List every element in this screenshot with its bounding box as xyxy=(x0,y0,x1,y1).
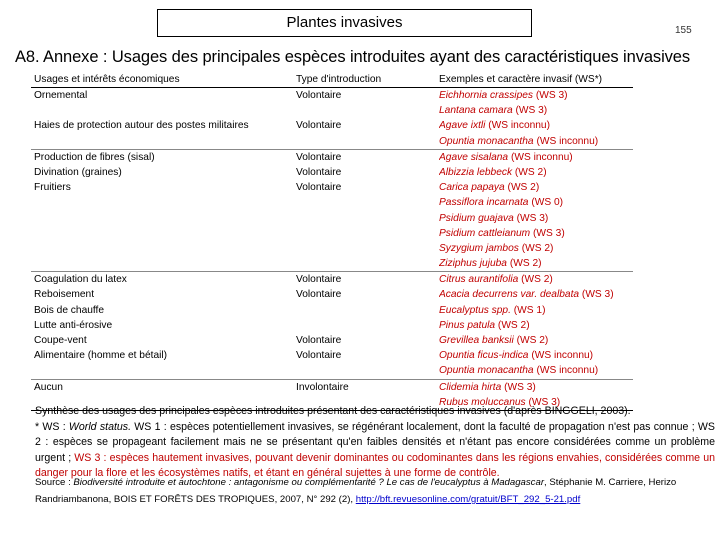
usage-line: Lutte anti-érosive xyxy=(34,319,113,331)
type-line: Volontaire xyxy=(296,120,342,132)
species-name: Clidemia hirta xyxy=(439,381,502,393)
ws-status: (WS 3) xyxy=(533,227,565,239)
species-line xyxy=(439,118,633,133)
table-row xyxy=(31,272,633,379)
species-cell xyxy=(436,272,633,379)
source-prefix: Source : xyxy=(35,477,74,488)
type-line: Volontaire xyxy=(296,166,342,178)
table-row xyxy=(31,88,633,150)
type-line xyxy=(296,103,436,118)
species-name: Carica papaya xyxy=(439,182,505,194)
ws-status: (WS inconnu) xyxy=(536,135,599,147)
species-line xyxy=(439,165,633,180)
column-header-usages: Usages et intérêts économiques xyxy=(34,74,180,85)
species-line xyxy=(439,195,633,210)
type-line: Volontaire xyxy=(296,182,342,194)
species-line xyxy=(439,272,633,287)
species-name: Albizzia lebbeck xyxy=(439,166,513,178)
ws-status: (WS inconnu) xyxy=(510,151,573,163)
species-line xyxy=(439,150,633,165)
species-name: Eichhornia crassipes xyxy=(439,90,533,101)
species-name: Grevillea banksii xyxy=(439,335,514,346)
types-cell xyxy=(293,272,436,379)
species-cell xyxy=(436,88,633,150)
species-line xyxy=(439,287,633,302)
species-name: Opuntia monacantha xyxy=(439,135,534,147)
species-name: Acacia decurrens var. dealbata xyxy=(439,289,580,301)
section-heading: A8. Annexe : Usages des principales espèces introduites ayant des caractéristiques invasives xyxy=(15,48,691,66)
species-name: Psidium guajava xyxy=(439,212,514,224)
type-line: Volontaire xyxy=(296,90,342,101)
ws-status: (WS 3) xyxy=(528,396,561,408)
ws-intro: * WS : xyxy=(35,420,69,433)
ws-status: (WS 2) xyxy=(521,274,553,286)
usage-line: Reboisement xyxy=(34,289,95,301)
species-cell xyxy=(436,149,633,272)
species-name: Passiflora incarnata xyxy=(439,197,529,209)
ws-term: World status. xyxy=(68,420,132,433)
species-line xyxy=(439,363,633,378)
type-line: Volontaire xyxy=(296,274,342,286)
type-line xyxy=(296,303,436,318)
species-name: Syzygium jambos xyxy=(439,242,519,254)
ws-level-3: WS 3 : espèces hautement invasives, pouvant devenir dominantes ou codominantes dans les régions envahies, considérées comme un danger pour la flore et les écosystèmes natifs, et étant en général sujettes à une forme de contrôle. xyxy=(35,451,716,479)
usages-table xyxy=(31,72,633,411)
species-name: Rubus moluccanus xyxy=(439,396,526,408)
type-line: Volontaire xyxy=(296,151,342,163)
ws-status: (WS 3) xyxy=(504,381,536,393)
source-link[interactable]: http://bft.revuesonline.com/gratuit/BFT_292_5-21.pdf xyxy=(355,494,581,505)
ws-status: (WS inconnu) xyxy=(531,350,594,362)
species-name: Pinus patula xyxy=(439,319,496,331)
species-line xyxy=(439,333,633,348)
usage-line: Coupe-vent xyxy=(34,335,87,346)
species-name: Ziziphus jujuba xyxy=(439,258,507,270)
species-name: Citrus aurantifolia xyxy=(439,274,519,286)
species-line xyxy=(439,103,633,118)
ws-status: (WS 2) xyxy=(509,258,542,270)
table-header-row xyxy=(31,72,633,88)
ws-status: (WS 0) xyxy=(531,197,564,209)
species-line xyxy=(439,318,633,333)
table-row xyxy=(31,149,633,272)
slide-title: Plantes invasives xyxy=(286,14,403,31)
species-name: Agave sisalana xyxy=(439,151,509,163)
species-line xyxy=(439,211,633,226)
ws-definition xyxy=(35,420,715,482)
summary-text xyxy=(35,404,715,482)
species-name: Psidium cattleianum xyxy=(439,227,531,239)
ws-status: (WS 2) xyxy=(521,242,554,254)
ws-status: (WS 2) xyxy=(514,166,547,178)
ws-status: (WS 2) xyxy=(497,319,530,331)
ws-status: (WS 3) xyxy=(581,289,614,301)
types-cell xyxy=(293,149,436,272)
species-name: Agave ixtli xyxy=(439,120,486,132)
usage-line: Production de fibres (sisal) xyxy=(34,151,155,163)
usages-cell xyxy=(31,88,293,150)
source-title: Biodiversité introduite et autochtone : antagonisme ou complémentarité ? Le cas de l'eucalyptus à Madagascar xyxy=(73,477,545,488)
species-name: Eucalyptus spp. xyxy=(439,304,511,316)
type-line: Involontaire xyxy=(296,381,349,393)
species-name: Opuntia monacantha xyxy=(439,365,534,377)
usage-line: Aucun xyxy=(34,381,63,393)
species-line xyxy=(439,348,633,363)
ws-status: (WS 3) xyxy=(535,90,568,101)
source-authors: , Stéphanie M. Carriere, Herizo Randriambanona, BOIS ET FORÊTS DES TROPIQUES, 2007, N° 292 (2), xyxy=(35,477,677,505)
column-header-examples: Exemples et caractère invasif (WS*) xyxy=(439,74,603,85)
type-line: Volontaire xyxy=(296,350,342,362)
usage-line: Fruitiers xyxy=(34,182,71,194)
species-line xyxy=(439,88,633,103)
ws-status: (WS 2) xyxy=(516,335,549,346)
species-line xyxy=(439,241,633,256)
usage-line: Coagulation du latex xyxy=(34,274,127,286)
species-line xyxy=(439,226,633,241)
usage-line: Haies de protection autour des postes militaires xyxy=(34,120,249,132)
usage-line: Alimentaire (homme et bétail) xyxy=(34,350,168,362)
usage-line: Divination (graines) xyxy=(34,166,122,178)
ws-status: (WS inconnu) xyxy=(536,365,599,377)
usages-cell xyxy=(31,149,293,272)
title-box xyxy=(157,9,532,37)
species-line xyxy=(439,256,633,271)
usages-cell xyxy=(31,272,293,379)
usage-line xyxy=(34,103,293,118)
summary-paragraph: Synthèse des usages des principales espèces introduites présentant des caractéristiques invasives (d'après BINGGELI, 2003). xyxy=(35,405,631,417)
usage-line: Ornemental xyxy=(34,90,88,101)
species-line xyxy=(439,134,633,149)
species-line xyxy=(439,180,633,195)
usage-line: Bois de chauffe xyxy=(34,304,105,316)
ws-status: (WS 3) xyxy=(515,105,548,117)
ws-levels-1-2: WS 1 : espèces potentiellement invasives, se régénérant localement, dont la faculté de propagation n'est pas connue ; WS 2 : espèces se propageant facilement mais ne se présentant qu'en faibles densités et n'étant pas encore considérées comme un problème urgent ; xyxy=(35,420,715,464)
page-number: 155 xyxy=(675,25,692,36)
species-name: Lantana camara xyxy=(439,105,513,117)
ws-status: (WS 1) xyxy=(513,304,546,316)
type-line: Volontaire xyxy=(296,335,342,346)
type-line xyxy=(296,318,436,333)
types-cell xyxy=(293,88,436,150)
species-line xyxy=(439,303,633,318)
type-line: Volontaire xyxy=(296,289,342,301)
species-line xyxy=(439,380,633,395)
ws-status: (WS 2) xyxy=(507,182,540,194)
column-header-type: Type d'introduction xyxy=(296,74,382,85)
ws-status: (WS inconnu) xyxy=(488,120,550,132)
ws-status: (WS 3) xyxy=(516,212,549,224)
species-name: Opuntia ficus-indica xyxy=(439,350,529,362)
source-citation xyxy=(35,474,720,508)
